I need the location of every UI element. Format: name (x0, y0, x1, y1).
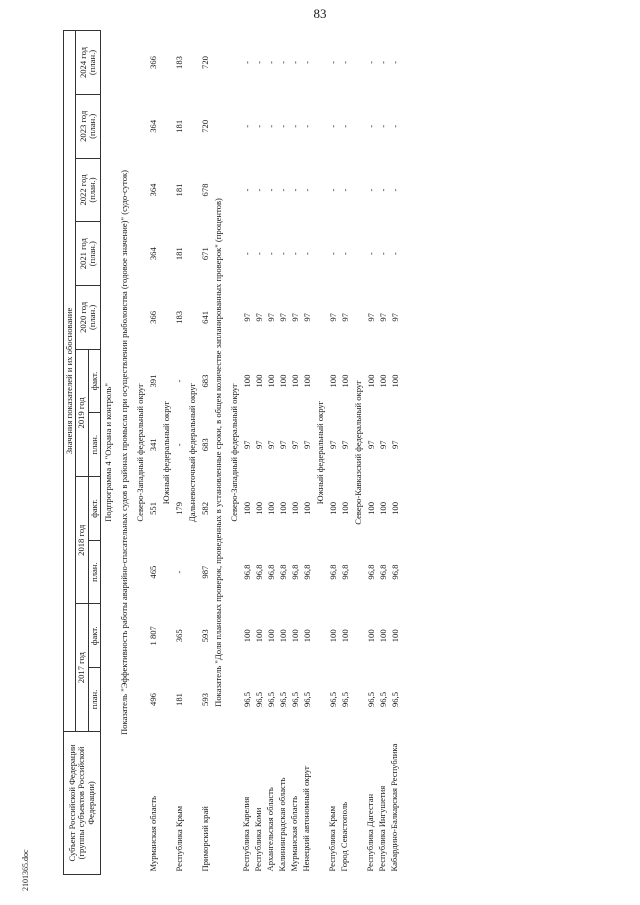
value-cell: 97 (339, 313, 350, 322)
value-cell: - (241, 124, 252, 128)
fact-header: факт. (88, 604, 100, 668)
value-cell: 341 (148, 438, 159, 452)
value-cell: 720 (200, 119, 211, 133)
fact-header: факт. (88, 349, 100, 413)
year-2018-header: 2018 год (76, 477, 88, 604)
value-cell: 181 (174, 119, 185, 133)
district-heading: Южный федеральный округ (314, 400, 325, 505)
region-name: Республика Карелия (241, 796, 252, 872)
value-cell: 551 (148, 502, 159, 515)
region-name: Калининградская область (277, 777, 288, 872)
district-heading: Южный федеральный округ (161, 400, 172, 505)
value-cell: 97 (289, 313, 300, 322)
value-cell: 100 (377, 629, 388, 643)
district-heading: Дальневосточный федеральный округ (187, 382, 198, 523)
year-2020-header: 2020 год (план.) (76, 286, 101, 350)
value-cell: - (253, 124, 264, 128)
value-cell: - (365, 124, 376, 128)
value-cell: 97 (277, 313, 288, 322)
table-row (327, 31, 339, 875)
value-cell: 364 (148, 183, 159, 197)
value-cell: - (339, 188, 350, 192)
year-2019-header: 2019 год (76, 349, 88, 476)
value-cell: 100 (339, 374, 350, 388)
value-cell: 96,5 (289, 691, 300, 708)
value-cell: - (389, 61, 400, 64)
fact-header: факт. (88, 477, 100, 541)
value-cell: 678 (200, 183, 211, 197)
district-heading: Северо-Западный федеральный округ (135, 383, 146, 522)
value-cell: 100 (339, 629, 350, 643)
region-name: Город Севастополь (339, 801, 350, 872)
value-cell: 96,5 (327, 691, 338, 708)
value-cell: 496 (148, 693, 159, 706)
value-cell: 96,8 (365, 564, 376, 580)
subject-column-header: Субъект Российской Федерации (группы субъектов Российской Федерации) (64, 731, 101, 874)
footer-code: 2101365.doc (21, 849, 30, 891)
year-2023-header: 2023 год (план.) (76, 94, 101, 158)
value-cell: - (174, 570, 185, 574)
year-2022-header: 2022 год (план.) (76, 158, 101, 222)
value-cell: 96,5 (389, 691, 400, 708)
value-cell: 100 (289, 502, 300, 515)
value-cell: - (277, 61, 288, 64)
value-cell: - (277, 124, 288, 128)
value-cell: - (327, 61, 338, 64)
table-row (289, 31, 301, 875)
table-row (389, 31, 401, 875)
value-cell: 465 (148, 565, 159, 579)
value-cell: 97 (377, 440, 388, 450)
value-cell: 100 (241, 374, 252, 388)
value-cell: 96,8 (389, 564, 400, 580)
value-cell: 720 (200, 56, 211, 69)
table-row (339, 31, 351, 875)
value-cell: - (365, 252, 376, 256)
value-cell: 100 (265, 629, 276, 643)
table-row (147, 31, 159, 875)
value-cell: 181 (174, 693, 185, 706)
value-cell: 96,8 (289, 564, 300, 580)
value-cell: 641 (200, 310, 211, 324)
district-heading: Северо-Кавказский федеральный округ (352, 380, 363, 525)
year-2021-header: 2021 год (план.) (76, 222, 101, 286)
value-cell: 96,8 (253, 564, 264, 580)
value-cell: 100 (253, 374, 264, 388)
value-cell: 96,8 (301, 564, 312, 580)
value-cell: - (241, 188, 252, 192)
value-cell: 96,8 (241, 564, 252, 580)
value-cell: 97 (365, 440, 376, 450)
plan-header: план. (88, 413, 100, 477)
table-header (64, 31, 101, 875)
indicator-title: Показатель "Доля плановых проверок, проведенных в установленные сроки, в общем количестве запланированных проверок" (процентов) (213, 198, 224, 707)
value-cell: 97 (339, 440, 350, 450)
year-2024-header: 2024 год (план.) (76, 31, 101, 95)
value-cell: 100 (365, 629, 376, 643)
value-cell: 683 (200, 374, 211, 388)
value-cell: 100 (365, 502, 376, 515)
year-2017-header: 2017 год (76, 604, 88, 731)
value-cell: 100 (377, 502, 388, 515)
page-number: 83 (313, 6, 327, 21)
value-cell: 97 (277, 440, 288, 450)
district-heading: Северо-Западный федеральный округ (228, 383, 239, 522)
value-cell: 97 (265, 313, 276, 322)
value-cell: - (327, 188, 338, 192)
value-cell: - (365, 188, 376, 192)
region-name: Мурманская область (147, 795, 158, 872)
region-name: Кабардино-Балкарская Республика (389, 743, 400, 872)
value-cell: 97 (253, 440, 264, 450)
value-cell: - (377, 61, 388, 64)
value-cell: 96,8 (377, 564, 388, 580)
value-cell: 97 (241, 440, 252, 450)
value-cell: 96,5 (241, 691, 252, 708)
value-cell: 100 (365, 374, 376, 388)
plan-header: план. (88, 668, 100, 732)
value-cell: - (289, 252, 300, 256)
region-name: Республика Крым (327, 805, 338, 872)
value-cell: 181 (174, 183, 185, 197)
region-name: Приморский край (199, 806, 210, 872)
value-cell: 100 (301, 374, 312, 388)
value-cell: - (301, 252, 312, 256)
value-cell: 366 (148, 310, 159, 324)
value-cell: 100 (241, 502, 252, 515)
value-cell: - (339, 252, 350, 256)
table-row (253, 31, 265, 875)
value-cell: 97 (389, 440, 400, 450)
value-cell: 96,5 (377, 691, 388, 708)
value-cell: 100 (389, 502, 400, 515)
value-cell: 96,8 (265, 564, 276, 580)
value-cell: 97 (327, 440, 338, 450)
table-row (173, 31, 185, 875)
value-cell: - (389, 252, 400, 256)
value-cell: 100 (377, 374, 388, 388)
value-cell: 181 (174, 247, 185, 261)
value-cell: 987 (200, 565, 211, 579)
value-cell: - (241, 61, 252, 64)
value-cell: 364 (148, 247, 159, 261)
value-cell: 593 (200, 693, 211, 706)
value-cell: 683 (200, 438, 211, 452)
table-body (101, 31, 401, 875)
value-cell: - (339, 61, 350, 64)
value-cell: 97 (301, 313, 312, 322)
value-cell: - (253, 188, 264, 192)
region-name: Республика Крым (173, 805, 184, 872)
value-cell: - (377, 252, 388, 256)
value-cell: 100 (289, 629, 300, 643)
table-row (301, 31, 313, 875)
value-cell: - (174, 443, 185, 447)
value-cell: 96,5 (265, 691, 276, 708)
value-cell: - (377, 188, 388, 192)
value-cell: 183 (174, 56, 185, 69)
value-cell: 97 (241, 313, 252, 322)
indicators-table (63, 30, 401, 875)
value-cell: - (389, 188, 400, 192)
indicator-title: Показатель "Эффективность работы аварийно-спасательных судов в районах промысла при осуществлении рыболовства (годовое значение)" (судо-суток) (119, 169, 130, 736)
value-cell: 96,5 (277, 691, 288, 708)
value-cell: - (241, 252, 252, 256)
value-cell: 100 (265, 374, 276, 388)
value-cell: 100 (301, 502, 312, 515)
value-cell: - (327, 124, 338, 128)
value-cell: - (265, 124, 276, 128)
value-cell: - (389, 124, 400, 128)
value-cell: 365 (174, 629, 185, 643)
value-cell: 96,5 (253, 691, 264, 708)
value-cell: 97 (389, 313, 400, 322)
value-cell: - (289, 188, 300, 192)
table-row (199, 31, 211, 875)
value-cell: 582 (200, 502, 211, 515)
value-cell: 100 (265, 502, 276, 515)
value-cell: - (277, 252, 288, 256)
value-cell: - (253, 252, 264, 256)
value-cell: 100 (277, 629, 288, 643)
value-cell: 97 (289, 440, 300, 450)
table-row (265, 31, 277, 875)
value-cell: 1 807 (148, 626, 159, 646)
value-cell: 96,5 (339, 691, 350, 708)
value-cell: 96,8 (327, 564, 338, 580)
value-cell: 100 (277, 374, 288, 388)
value-cell: 100 (301, 629, 312, 643)
value-cell: - (289, 61, 300, 64)
table-row (377, 31, 389, 875)
value-cell: 100 (327, 374, 338, 388)
value-cell: 100 (277, 502, 288, 515)
region-name: Мурманская область (289, 795, 300, 872)
value-cell: 97 (377, 313, 388, 322)
value-cell: - (265, 252, 276, 256)
value-cell: 100 (327, 502, 338, 515)
value-cell: - (253, 61, 264, 64)
table-row (277, 31, 289, 875)
value-cell: - (301, 124, 312, 128)
table-row (365, 31, 377, 875)
value-cell: - (377, 124, 388, 128)
value-cell: 100 (339, 502, 350, 515)
subprogram-title: Подпрограмма 4 "Охрана и контроль" (103, 383, 114, 522)
value-cell: - (289, 124, 300, 128)
value-cell: - (301, 61, 312, 64)
value-cell: - (301, 188, 312, 192)
region-name: Республика Ингушетия (377, 785, 388, 872)
value-cell: 96,5 (301, 691, 312, 708)
region-name: Архангельская область (265, 787, 276, 872)
value-cell: 97 (253, 313, 264, 322)
value-cell: 366 (148, 56, 159, 69)
value-cell: 100 (289, 374, 300, 388)
value-cell: - (174, 379, 185, 383)
value-cell: - (265, 61, 276, 64)
value-cell: 97 (365, 313, 376, 322)
value-cell: 179 (174, 502, 185, 515)
value-cell: 100 (253, 629, 264, 643)
value-cell: 97 (327, 313, 338, 322)
value-cell: 97 (301, 440, 312, 450)
region-name: Республика Дагестан (365, 793, 376, 872)
table-row (241, 31, 253, 875)
value-cell: 391 (148, 374, 159, 388)
plan-header: план. (88, 540, 100, 604)
value-cell: 100 (241, 629, 252, 643)
value-cell: 100 (389, 374, 400, 388)
rotated-document (63, 30, 619, 875)
value-cell: 593 (200, 629, 211, 643)
value-cell: 671 (200, 247, 211, 261)
value-cell: 96,5 (365, 691, 376, 708)
value-cell: - (339, 124, 350, 128)
value-cell: 96,8 (277, 564, 288, 580)
value-cell: 100 (389, 629, 400, 643)
value-cell: - (277, 188, 288, 192)
value-cell: - (365, 61, 376, 64)
value-cell: 97 (265, 440, 276, 450)
region-name: Республика Коми (253, 807, 264, 872)
value-cell: 183 (174, 310, 185, 324)
value-cell: 100 (253, 502, 264, 515)
region-name: Ненецкий автономный округ (301, 765, 312, 872)
value-cell: 96,8 (339, 564, 350, 580)
value-cell: - (327, 252, 338, 256)
value-cell: 364 (148, 119, 159, 133)
value-cell: 100 (327, 629, 338, 643)
values-header: Значения показателей и их обоснование (64, 31, 76, 732)
value-cell: - (265, 188, 276, 192)
